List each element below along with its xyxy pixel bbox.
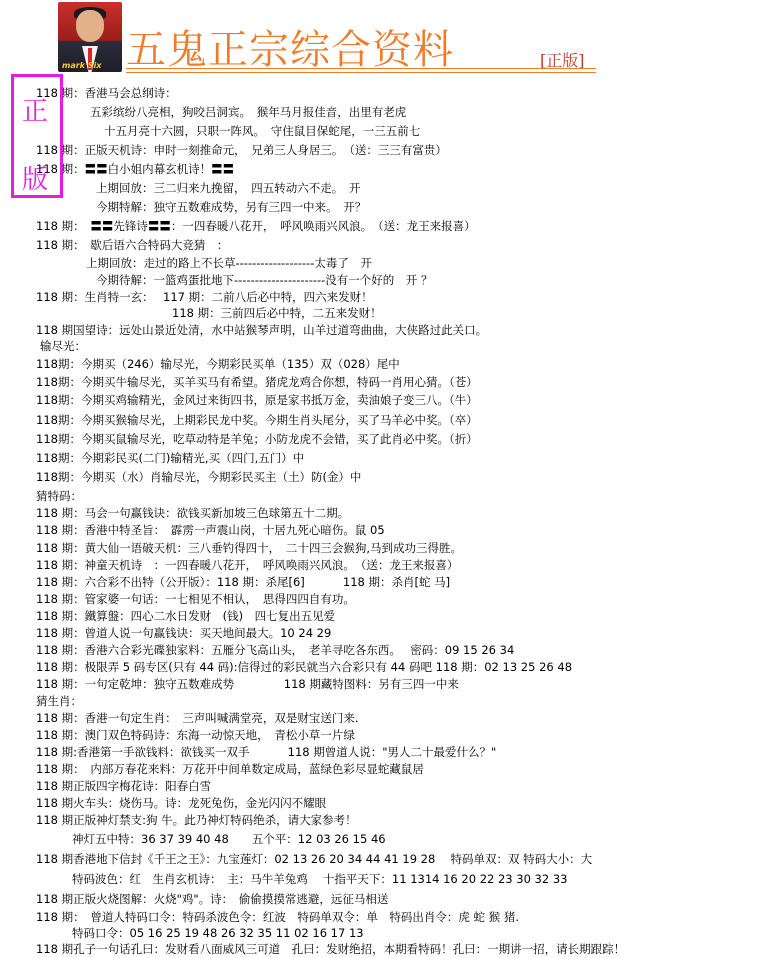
text-line: 118期：今期买鸡输精光，金风过来街四书，原是家书抵万金，卖油娘子变三八。（牛） [36,393,478,407]
text-line: 118 期： 内部万春花来料：万花开中间单数定成局，蓝绿色彩尽显蛇藏鼠居 [36,762,424,776]
text-line: 118 期：香港六合彩光碟独家料：五雁分飞高山头， 老羊寻吃各东西。 密码：09 15 26 34 [36,643,515,657]
text-line: 118期：今期买（水）肖输尽光，今期彩民买主（土）防(金）中 [36,470,362,484]
text-line: 118 期：曾道人说一句赢钱诀：买天地间最大。10 24 29 [36,626,332,640]
text-line: 今期特解：独守五数难成势，另有三四一中来。 开？ [96,200,367,214]
text-line: 118 期:香港第一手欲钱料：欲钱买一双手 118 期曾道人说："男人二十最爱什么？" [36,745,497,759]
text-line: 118期：今期买鼠输尽光，吃草动特是羊兔；小防龙虎不会错，买了此肖必中奖。（折） [36,432,478,446]
text-line: 118 期： 〓〓先锋诗〓〓：一四春暖八花开， 呼风唤雨兴风浪。 （送：龙王来报喜） [36,219,476,233]
text-line: 118 期：生肖特一玄： 117 期：二前八后必中特，四六来发财！ [36,290,373,304]
text-line: 118 期：正版天机诗：申时一刻推命元， 兄弟三人身居三。 （送：三三有富贵） [36,143,447,157]
text-line: 118 期正版神灯禁支:狗 牛。此乃神灯特码绝杀，请大家参考！ [36,813,357,827]
text-line: 118 期：管家婆一句话：一七相见不相认， 思得四四自有功。 [36,592,355,606]
text-line: 上期回放：三二归来九挽留， 四五转动六不走。 开 [96,181,361,195]
section-heading: 输尽光： [40,339,86,353]
text-line: 118 期：黄大仙一语破天机：三八垂钓得四十， 二十四三会猴狗,马到成功三得胜。 [36,541,463,555]
text-line: 118 期：〓〓白小姐内幕玄机诗！〓〓 [36,162,235,176]
text-line: 118 期：三前四后必中特，二五来发财！ [172,306,382,320]
text-line: 118期：今期彩民买(二门)输精光,买（四门,五门）中 [36,451,305,465]
text-line: 118期：今期买牛输尽光，买羊买马有希望。猪虎龙鸡合你想，特码一肖用心猜。（苍） [36,375,478,389]
text-line: 118 期：香港中特圣旨： 霹雳一声震山岗，十居九死心暗伤。鼠 05 [36,523,385,537]
page-title: 五鬼正宗综合资料 [126,27,454,73]
text-line: 上期回放：走过的路上不长草-------------------太毒了 开 [86,256,372,270]
text-line: 118 期火车头：烧伤马。诗：龙死兔伤，金光闪闪不耀眼 [36,796,327,810]
avatar [58,2,122,72]
text-line: 118 期香港地下信封《千王之王》：九宝莲灯：02 13 26 20 34 44 41 19 28 特码单双：双 特码大小：大 [36,852,593,866]
page-header [0,0,775,80]
avatar-brand: mark Six [62,61,102,70]
text-line: 神灯五中特：36 37 39 40 48 五个平：12 03 26 15 46 [72,832,386,846]
stamp-top: 正 [22,97,49,127]
text-line: 118期：今期买猴输尽光，上期彩民龙中奖。今期生肖头尾分，买了马羊必中奖。（卒） [36,413,478,427]
text-line: 118 期：极限弄 5 码专区(只有 44 码):信得过的彩民就当六合彩只有 44 码吧 118 期：02 13 25 26 48 [36,660,573,674]
text-line: 118 期孔子一句话孔曰：发财看八面威风三可道 孔曰：发财绝招，本期看特码！孔曰：一期讲一招，请长期跟踪！ [36,942,626,956]
text-line: 十五月亮十六圆，只职一阵风。 守住鼠目保蛇尾，一三五前七 [104,124,421,138]
text-line: 118 期： 歇后语六合特码大竞猜 ： [36,238,229,252]
text-line: 118 期国望诗：远处山景近处清，水中站猴琴声明，山羊过道弯曲曲，大侠路过此关口。 [36,323,488,337]
text-line: 118 期正版四字梅花诗：阳春白雪 [36,779,212,793]
text-line: 特码口令：05 16 25 19 48 26 32 35 11 02 16 17 13 [72,926,364,940]
text-line: 118 期：六合彩不出特（公开版）：118 期：杀尾[6] 118 期：杀肖[蛇 马] [36,575,451,589]
text-line: 118期：今期买（246）输尽光，今期彩民买单（135）双（028）尾中 [36,357,400,371]
text-line: 118 期：马会一句赢钱诀：欲钱买新加坡三色球第五十二期。 [36,506,350,520]
text-line: 118 期：神童天机诗 ：一四春暖八花开， 呼风唤雨兴风浪。 （送：龙王来报喜） [36,558,459,572]
text-line: 118 期： 曾道人特码口令：特码杀波色令：红波 特码单双令：单 特码出肖令：虎 蛇 猴 猪. [36,910,519,924]
section-heading: 猜生肖： [36,694,82,708]
title-underline [126,68,596,73]
edition-label: [正版] [540,51,585,70]
text-line: 118 期：鐵算盤：四心二水日发财 (钱) 四七复出五见爱 [36,609,336,623]
section-heading: 猜特码： [36,489,82,503]
text-line: 118 期正版火烧图解：火烧"鸡"。诗： 偷偷摸摸常逃避，远征马相送 [36,892,389,906]
text-line: 118 期：香港马会总纲诗： [36,86,177,100]
text-line: 特码波色：红 生肖玄机诗： 主：马牛羊兔鸡 十指平天下：11 1314 16 20 22 23 30 32 33 [72,872,568,886]
text-line: 今期待解：一篮鸡蛋批地下----------------------没有一个好的 开 ？ [96,273,433,287]
text-line: 118 期：澳门双色特码诗：东海一动惊天地， 青松小草一片绿 [36,728,355,742]
text-line: 118 期：香港一句定生肖： 三声叫喊满堂亮，双是财宝送门来. [36,711,359,725]
stamp-bottom: 版 [22,165,49,195]
text-line: 五彩缤纷八亮相，狗咬吕洞宾。 猴年马月报佳音，出里有老虎 [90,105,407,119]
text-line: 118 期：一句定乾坤：独守五数难成势 118 期藏特图料：另有三四一中来 [36,677,459,691]
